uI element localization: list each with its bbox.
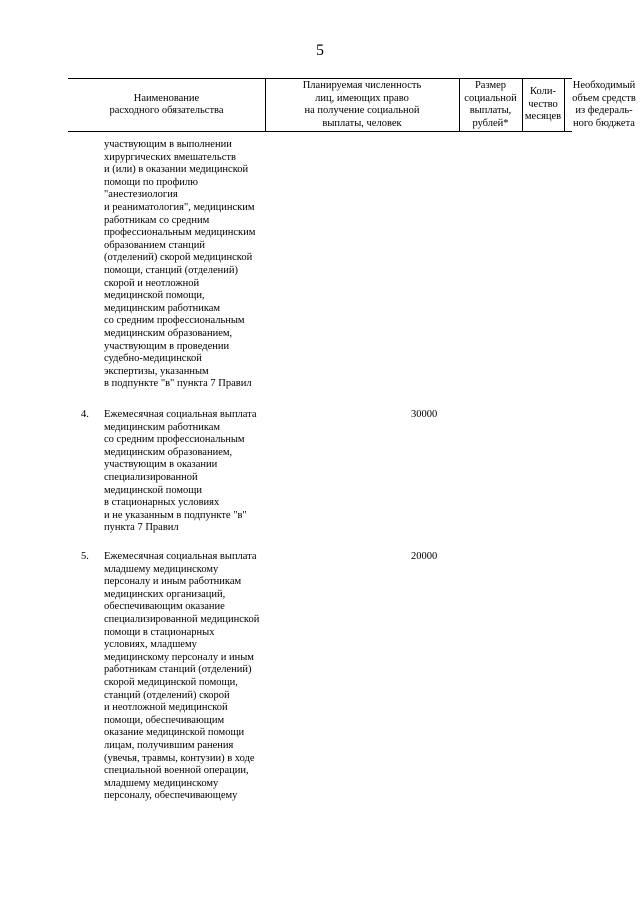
header-payment-amount: Размер социальной выплаты, рублей* bbox=[464, 80, 517, 129]
row-number: 4. bbox=[81, 409, 89, 420]
header-months: Коли- чество месяцев bbox=[524, 86, 562, 123]
page-number: 5 bbox=[316, 42, 324, 59]
row-continuation-text: участвующим в выполнении хирургических вмешательств и (или) в оказании медицинской помощи по профилю "анестезиология и реаниматология", медицинским работникам со средним профессиональным медицинским образованием станций (отделений) скорой медицинской помощи, станций (отделений) скорой и неотложной медицинской помощи, медицинским работникам со средним профессиональным медицинским образованием, участвующим в проведении судебно-медицинской экспертизы, указанным в подпункте "в" пункта 7 Правил bbox=[104, 139, 256, 390]
row-number: 5. bbox=[81, 551, 89, 562]
header-planned-count: Планируемая численность лиц, имеющих право на получение социальной выплаты, человек bbox=[302, 80, 422, 129]
row-obligation-text: Ежемесячная социальная выплата медицинским работникам со средним профессиональным медицинским образованием, участвующим в оказании специализированной медицинской помощи в стационарных условиях и не указанным в подпункте "в" пункта 7 Правил bbox=[104, 409, 257, 534]
table-header bbox=[68, 78, 636, 132]
row-obligation-text: Ежемесячная социальная выплата младшему медицинскому персоналу и иным работникам медицинских организаций, обеспечивающим оказание специализированной медицинской помощи в стационарных условиях, младшему медицинскому персоналу и иным работникам станций (отделений) скорой медицинской помощи, станций (отделений) скорой и неотложной медицинской помощи, обеспечивающим оказание медицинской помощи лицам, получившим ранения (увечья, травмы, контузии) в ходе специальной военной операции, младшему медицинскому персоналу, обеспечивающему bbox=[104, 551, 260, 802]
row-amount: 30000 bbox=[411, 409, 438, 420]
header-budget-required: Необходимый объем средств из федераль- ного бюджета bbox=[572, 80, 636, 129]
header-obligation-name: Наименование расходного обязательства bbox=[109, 92, 224, 116]
row-amount: 20000 bbox=[411, 551, 438, 562]
